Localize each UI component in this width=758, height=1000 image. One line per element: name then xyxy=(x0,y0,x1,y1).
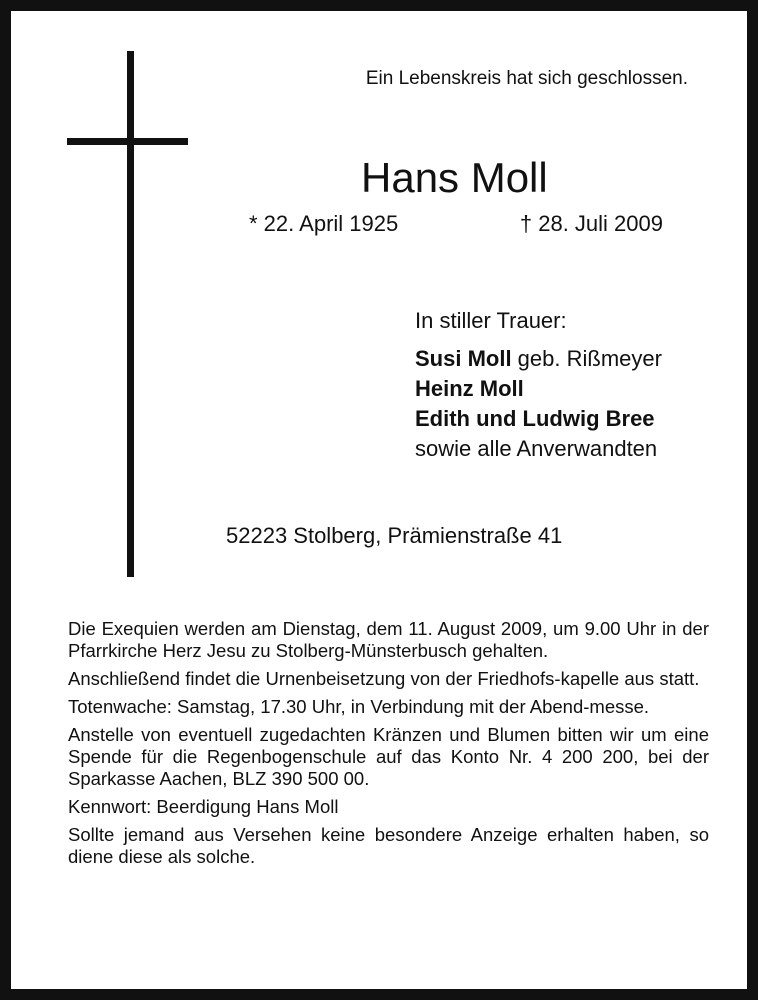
funeral-details xyxy=(68,618,709,874)
paragraph-spende: Anstelle von eventuell zugedachten Kränzen und Blumen bitten wir um eine Spende für die Regenbogenschule auf das Konto Nr. 4 200 200, bei der Sparkasse Aachen, BLZ 390 500 00. xyxy=(68,724,709,789)
cross-icon-horizontal xyxy=(67,138,188,145)
cross-icon-vertical xyxy=(127,51,134,577)
paragraph-anzeige: Sollte jemand aus Versehen keine besondere Anzeige erhalten haben, so diene diese als solche. xyxy=(68,824,709,867)
paragraph-totenwache: Totenwache: Samstag, 17.30 Uhr, in Verbindung mit der Abend-messe. xyxy=(68,696,650,717)
paragraph-urnenbeisetzung: Anschließend findet die Urnenbeisetzung von der Friedhofs-kapelle aus statt. xyxy=(68,668,700,689)
mourner-susi-maiden: geb. Rißmeyer xyxy=(511,346,662,371)
deceased-name: Hans Moll xyxy=(361,154,548,201)
mourner-susi xyxy=(415,344,662,374)
paragraph-exequien: Die Exequien werden am Dienstag, dem 11. August 2009, um 9.00 Uhr in der Pfarrkirche Herz Jesu zu Stolberg-Münsterbusch gehalten. xyxy=(68,618,709,661)
death-date: † 28. Juli 2009 xyxy=(519,211,663,236)
motto: Ein Lebenskreis hat sich geschlossen. xyxy=(365,68,688,89)
mourners-block xyxy=(415,306,662,464)
address: 52223 Stolberg, Prämienstraße 41 xyxy=(226,523,563,548)
paragraph-kennwort: Kennwort: Beerdigung Hans Moll xyxy=(68,796,339,817)
mourner-edith-ludwig: Edith und Ludwig Bree xyxy=(415,406,655,431)
mourning-intro: In stiller Trauer: xyxy=(415,308,567,333)
mourner-heinz: Heinz Moll xyxy=(415,376,524,401)
birth-date: * 22. April 1925 xyxy=(249,211,399,236)
mourner-relatives: sowie alle Anverwandten xyxy=(415,436,658,461)
mourner-susi-name: Susi Moll xyxy=(415,346,512,371)
